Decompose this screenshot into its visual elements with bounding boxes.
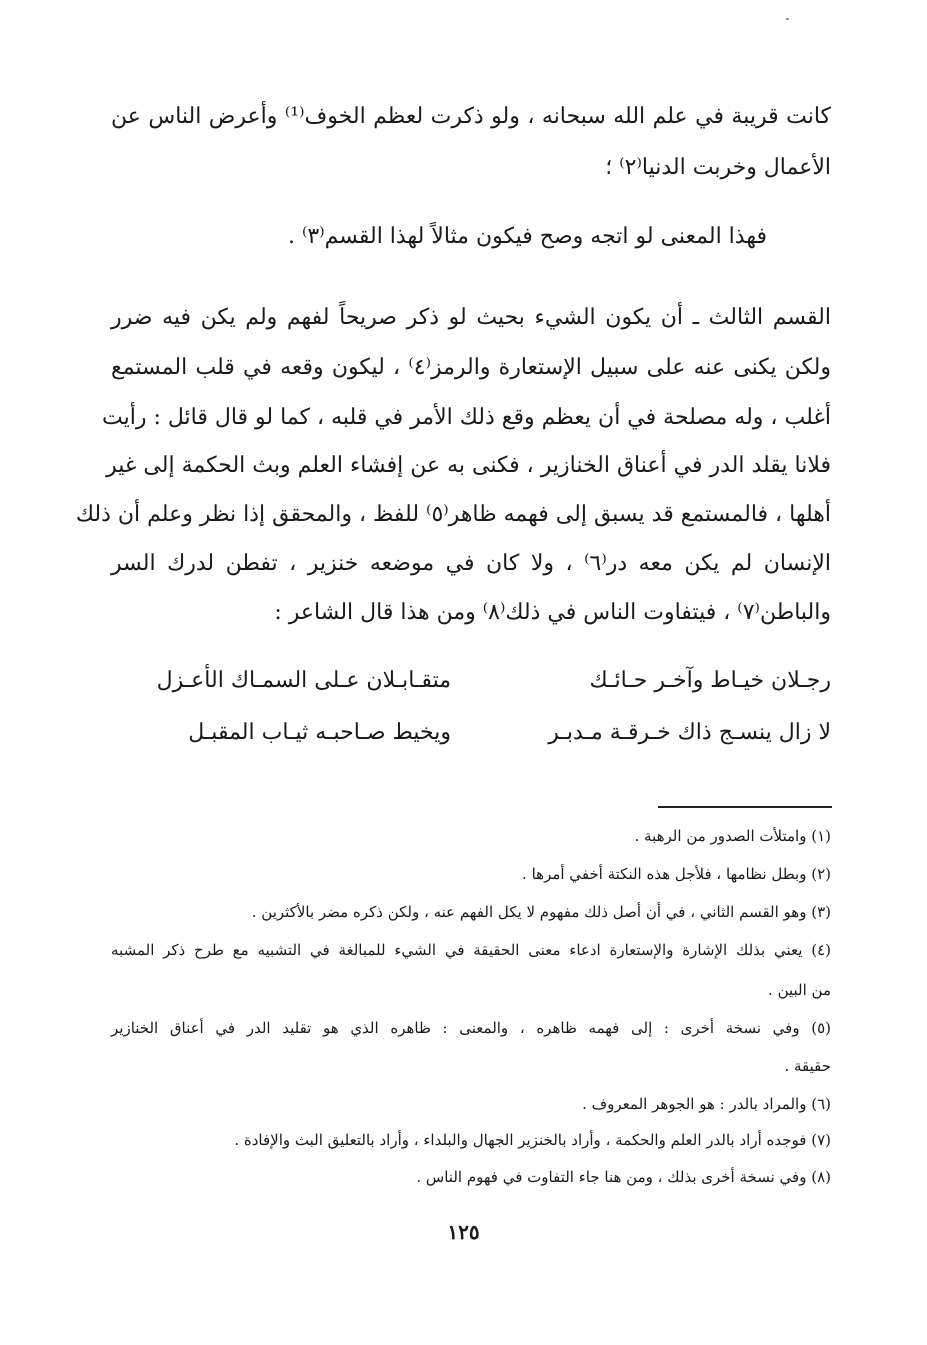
poem-verse	[131, 664, 831, 698]
footnote: (١) وامتلأت الصدور من الرهبة .	[634, 827, 831, 845]
footnote-continuation: حقيقة .	[784, 1057, 831, 1075]
body-line: والباطن⁽٧⁾ ، فيتفاوت الناس في ذلك⁽٨⁾ ومن هذا قال الشاعر :	[274, 600, 831, 625]
body-line: الإنسان لم يكن معه در⁽٦⁾ ، ولا كان في موضعه خنزير ، تفطن لدرك السر	[111, 551, 832, 576]
footnote-continuation: من البين .	[768, 981, 831, 999]
footnote: (٦) والمراد بالدر : هو الجوهر المعروف .	[582, 1095, 831, 1113]
body-line: فهذا المعنى لو اتجه وصح فيكون مثالاً لهذا القسم⁽٣⁾ .	[287, 224, 767, 249]
verse-second-hemistich: ويخيط صـاحبـه ثيـاب المقبـل	[188, 720, 451, 745]
poem-verse	[131, 716, 831, 750]
body-line: أغلب ، وله مصلحة في أن يعظم وقع ذلك الأمر في قلبه ، كما لو قال قائل : رأيت	[102, 405, 831, 430]
footnote-separator	[658, 806, 832, 808]
footnote: (٢) وبطل نظامها ، فلأجل هذه النكتة أخفي أمرها .	[522, 865, 831, 883]
verse-second-hemistich: متقـابـلان عـلى السمـاك الأعـزل	[156, 668, 451, 693]
footnote: (٥) وفي نسخة أخرى : إلى فهمه ظاهره ، والمعنى : ظاهره الذي هو تقليد الدر في أعناق الخنازير	[111, 1019, 831, 1037]
scan-speck	[786, 18, 789, 20]
page-number: ١٢٥	[447, 1220, 480, 1244]
body-line: الأعمال وخربت الدنيا⁽٢⁾ ؛	[605, 155, 831, 180]
footnote: (٧) فوجده أراد بالدر العلم والحكمة ، وأراد بالخنزير الجهال والبلداء ، وأراد بالتعليق البث والإفادة .	[234, 1131, 831, 1149]
footnote: (٤) يعني بذلك الإشارة والإستعارة ادعاء معنى الحقيقة في الشيء للمبالغة في التشبيه مع طرح ذكر المشبه	[111, 941, 831, 959]
body-line: فلانا يقلد الدر في أعناق الخنازير ، فكنى به عن إفشاء العلم وبث الحكمة إلى غير	[106, 453, 831, 478]
verse-first-hemistich: رجـلان خيـاط وآخـر حـائـك	[589, 668, 831, 693]
footnote: (٣) وهو القسم الثاني ، في أن أصل ذلك مفهوم لا يكل الفهم عنه ، ولكن ذكره مضر بالأكثرين .	[251, 903, 831, 921]
body-line: كانت قريبة في علم الله سبحانه ، ولو ذكرت لعظم الخوف⁽¹⁾ وأعرض الناس عن	[111, 104, 831, 129]
body-line: أهلها ، فالمستمع قد يسبق إلى فهمه ظاهر⁽٥⁾ للفظ ، والمحقق إذا نظر وعلم أن ذلك	[75, 502, 831, 527]
body-line: القسم الثالث ـ أن يكون الشيء بحيث لو ذكر صريحاً لفهم ولم يكن فيه ضرر	[111, 305, 831, 330]
body-line: ولكن يكنى عنه على سبيل الإستعارة والرمز⁽٤⁾ ، ليكون وقعه في قلب المستمع	[111, 355, 831, 380]
footnote: (٨) وفي نسخة أخرى بذلك ، ومن هنا جاء التفاوت في فهوم الناس .	[416, 1168, 831, 1186]
verse-first-hemistich: لا زال ينسـج ذاك خـرقـة مـدبـر	[548, 720, 831, 745]
